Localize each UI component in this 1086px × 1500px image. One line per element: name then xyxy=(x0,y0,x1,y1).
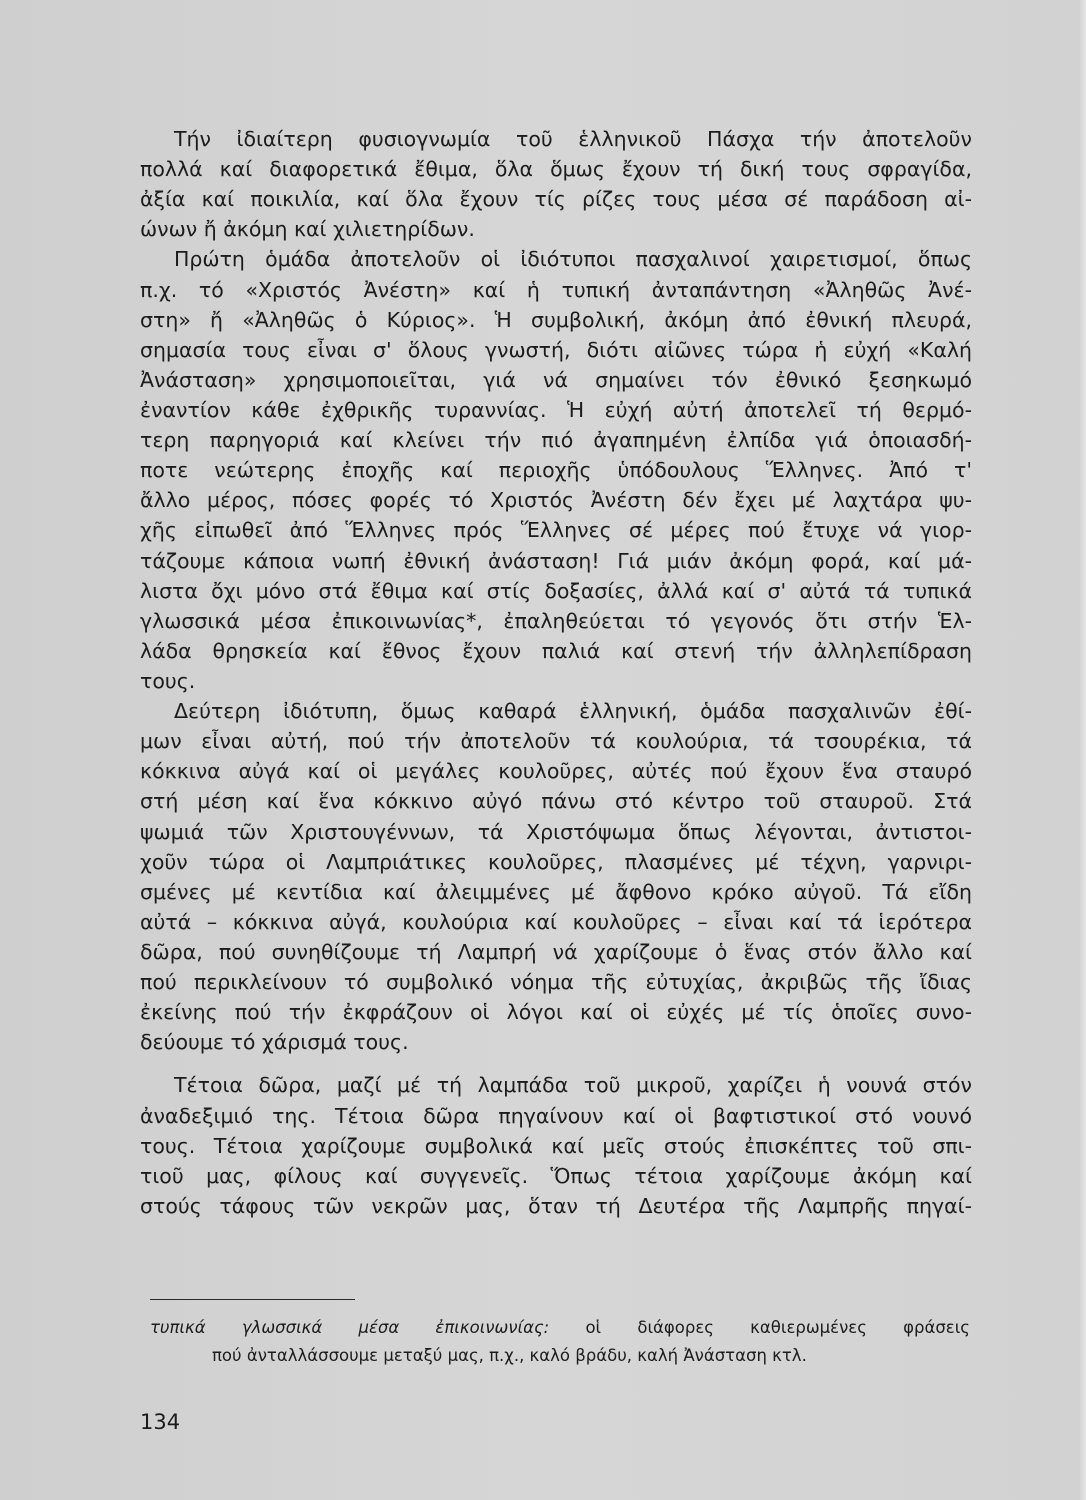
footnote-line xyxy=(150,1314,970,1342)
page-number: 134 xyxy=(140,1410,181,1434)
footnote xyxy=(150,1314,970,1370)
paragraph xyxy=(140,1070,972,1221)
text-line: χῆς εἰπωθεῖ ἀπό Ἕλληνες πρός Ἕλληνες σέ μέρες πού ἔτυχε νά γιορ- xyxy=(140,518,972,543)
footnote-divider xyxy=(150,1299,355,1300)
text-line: ψωμιά τῶν Χριστουγέννων, τά Χριστόψωμα ὅπως λέγονται, ἀντιστοι- xyxy=(140,819,972,844)
text-line: τερη παρηγοριά καί κλείνει τήν πιό ἀγαπημένη ἐλπίδα γιά ὁποιασδή- xyxy=(140,428,972,453)
text-line: χοῦν τώρα οἱ Λαμπριάτικες κουλοῦρες, πλασμένες μέ τέχνη, γαρνιρι- xyxy=(140,849,972,874)
paragraph xyxy=(140,696,972,1057)
footnote-term: τυπικά γλωσσικά μέσα ἐπικοινωνίας: xyxy=(150,1318,550,1337)
text-line: μων εἶναι αὐτή, πού τήν ἀποτελοῦν τά κουλούρια, τά τσουρέκια, τά xyxy=(140,729,972,754)
text-line: τους. xyxy=(140,668,196,693)
body-text xyxy=(140,124,972,1221)
text-line: κόκκινα αὐγά καί οἱ μεγάλες κουλοῦρες, αὐτές πού ἔχουν ἕνα σταυρό xyxy=(140,759,972,784)
text-line: ἀναδεξιμιό της. Τέτοια δῶρα πηγαίνουν καί οἱ βαφτιστικοί στό νουνό xyxy=(140,1103,972,1128)
text-line: ώνων ἤ ἀκόμη καί χιλιετηρίδων. xyxy=(140,217,475,242)
text-line: Τέτοια δῶρα, μαζί μέ τή λαμπάδα τοῦ μικροῦ, χαρίζει ἡ νουνά στόν xyxy=(174,1073,972,1098)
text-line: Δεύτερη ἰδιότυπη, ὅμως καθαρά ἑλληνική, ὁμάδα πασχαλινῶν ἐθί- xyxy=(174,699,972,724)
page-edge xyxy=(1078,0,1086,1500)
text-line: Ἀνάσταση» χρησιμοποιεῖται, γιά νά σημαίνει τόν ἐθνικό ξεσηκωμό xyxy=(140,367,972,392)
paragraph-gap xyxy=(140,1057,972,1070)
text-line: δῶρα, πού συνηθίζουμε τή Λαμπρή νά χαρίζουμε ὁ ἕνας στόν ἄλλο καί xyxy=(140,939,972,964)
text-line: λιστα ὄχι μόνο στά ἔθιμα καί στίς δοξασίες, ἀλλά καί σ' αὐτά τά τυπικά xyxy=(140,578,972,603)
text-line: σμένες μέ κεντίδια καί ἀλειμμένες μέ ἄφθονο κρόκο αὐγοῦ. Τά εἴδη xyxy=(140,879,972,904)
text-line: ποτε νεώτερης ἐποχῆς καί περιοχῆς ὑπόδουλους Ἕλληνες. Ἀπό τ' xyxy=(140,458,972,483)
text-line: στή μέση καί ἕνα κόκκινο αὐγό πάνω στό κέντρο τοῦ σταυροῦ. Στά xyxy=(140,789,972,814)
footnote-line: πού ἀνταλλάσσουμε μεταξύ μας, π.χ., καλό βράδυ, καλή Ἀνάσταση κτλ. xyxy=(212,1346,807,1365)
text-line: ἀξία καί ποικιλία, καί ὅλα ἔχουν τίς ρίζες τους μέσα σέ παράδοση αἰ- xyxy=(140,187,972,212)
text-line: σημασία τους εἶναι σ' ὅλους γνωστή, διότι αἰῶνες τώρα ἡ εὐχή «Καλή xyxy=(140,337,972,362)
text-line: ἐκείνης πού τήν ἐκφράζουν οἱ λόγοι καί οἱ εὐχές μέ τίς ὁποῖες συνο- xyxy=(140,1000,972,1025)
paragraph xyxy=(140,244,972,696)
text-line: πολλά καί διαφορετικά ἔθιμα, ὅλα ὅμως ἔχουν τή δική τους σφραγίδα, xyxy=(140,157,972,182)
text-line: στούς τάφους τῶν νεκρῶν μας, ὅταν τή Δευτέρα τῆς Λαμπρῆς πηγαί- xyxy=(140,1193,972,1218)
text-line: πού περικλείνουν τό συμβολικό νόημα τῆς εὐτυχίας, ἀκριβῶς τῆς ἴδιας xyxy=(140,970,972,995)
text-line: Πρώτη ὁμάδα ἀποτελοῦν οἱ ἰδιότυποι πασχαλινοί χαιρετισμοί, ὅπως xyxy=(174,247,972,272)
text-line: τιοῦ μας, φίλους καί συγγενεῖς. Ὅπως τέτοια χαρίζουμε ἀκόμη καί xyxy=(140,1163,972,1188)
paragraph xyxy=(140,124,972,244)
text-line: αὐτά – κόκκινα αὐγά, κουλούρια καί κουλοῦρες – εἶναι καί τά ἱερότερα xyxy=(140,909,972,934)
text-line: π.χ. τό «Χριστός Ἀνέστη» καί ἡ τυπική ἀνταπάντηση «Ἀληθῶς Ἀνέ- xyxy=(140,277,972,302)
footnote-text: οἱ διάφορες καθιερωμένες φράσεις xyxy=(585,1318,970,1337)
text-line: τάζουμε κάποια νωπή ἐθνική ἀνάσταση! Γιά μιάν ἀκόμη φορά, καί μά- xyxy=(140,548,972,573)
text-line: ἐναντίον κάθε ἐχθρικῆς τυραννίας. Ἡ εὐχή αὐτή ἀποτελεῖ τή θερμό- xyxy=(140,397,972,422)
text-line: δεύουμε τό χάρισμά τους. xyxy=(140,1030,409,1055)
text-line: τους. Τέτοια χαρίζουμε συμβολικά καί μεῖς στούς ἐπισκέπτες τοῦ σπι- xyxy=(140,1133,972,1158)
text-line: ἄλλο μέρος, πόσες φορές τό Χριστός Ἀνέστη δέν ἔχει μέ λαχτάρα ψυ- xyxy=(140,488,972,513)
text-line: στη» ἤ «Ἀληθῶς ὁ Κύριος». Ἡ συμβολική, ἀκόμη ἀπό ἐθνική πλευρά, xyxy=(140,307,972,332)
text-line: λάδα θρησκεία καί ἔθνος ἔχουν παλιά καί στενή τήν ἀλληλεπίδραση xyxy=(140,638,972,663)
text-line: γλωσσικά μέσα ἐπικοινωνίας*, ἐπαληθεύεται τό γεγονός ὅτι στήν Ἑλ- xyxy=(140,608,972,633)
text-line: Τήν ἰδιαίτερη φυσιογνωμία τοῦ ἑλληνικοῦ Πάσχα τήν ἀποτελοῦν xyxy=(174,127,972,151)
